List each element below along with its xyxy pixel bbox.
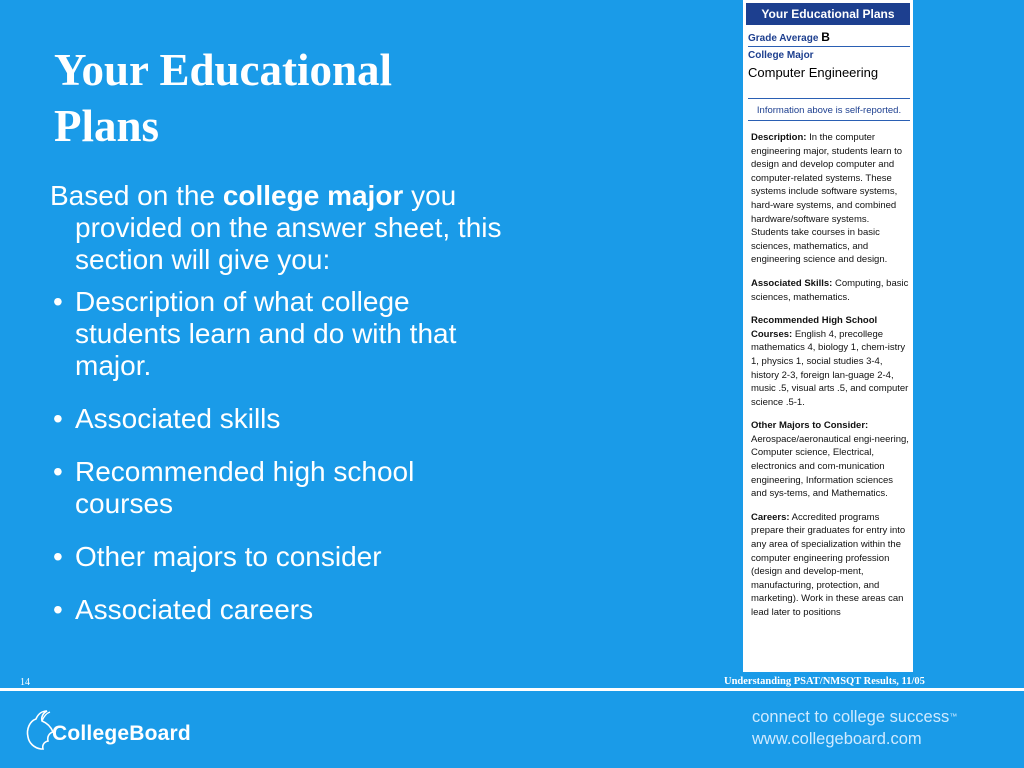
slide-number: 14 [20,677,30,688]
bullet-item-skills: • Associated skills [50,403,520,435]
intro-paragraph [50,180,520,276]
report-section-skills [751,277,909,304]
section-label: Recommended High School Courses: [751,315,878,340]
intro-text-end: you provided on the answer sheet, this section will give you: [75,180,502,275]
report-section-courses [751,314,909,409]
self-report-note: Information above is self-reported. [748,98,910,121]
section-text: Computing, basic sciences, mathematics. [751,277,909,303]
intro-text-start: Based on the [50,180,223,211]
bullet-item-careers: • Associated careers [50,594,520,626]
report-header: Your Educational Plans [746,3,910,25]
footer-divider [0,688,1024,691]
section-text: In the computer engineering major, students learn to design and develop computer and computer-related systems. These systems include software systems, hard-ware systems, and combined hardware/software systems. Students take courses in basic sciences, mathematics, and engineering science and design. [751,132,903,266]
intro-emphasis: college major [222,180,404,211]
bullet-item-description: • Description of what college students learn and do with that major. [50,286,520,382]
section-label: Other Majors to Consider: [751,420,869,432]
section-label: Associated Skills: [751,277,833,289]
grade-average-value: B [821,30,830,44]
section-text: Accredited programs prepare their graduates for entry into any area of specialization within the computer engineering profession (design and develop-ment, manufacturing, protection, and marketing). Work in these areas can lead later to positions [751,511,906,618]
report-excerpt-panel [743,0,913,672]
divider [748,46,910,47]
section-label: Description: [751,132,807,143]
report-section-description [751,131,909,267]
tagline-text: connect to college success [752,708,950,726]
collegeboard-logo-text: CollegeBoard [52,722,191,745]
section-text: Aerospace/aeronautical engi-neering, Computer science, Electrical, electronics and com-munication engineering, Information sciences and sys-tems, and Mathematics. [751,433,909,500]
college-major-label: College Major [748,50,814,61]
tagline-website: www.collegeboard.com [752,730,922,748]
slide-body [50,180,520,647]
grade-average-label: Grade Average [748,33,819,44]
report-section-careers [751,511,909,620]
report-section-other-majors [751,419,909,501]
slide-title: Your Educational Plans [54,45,393,151]
trademark-symbol: ™ [949,712,958,721]
tagline-line-1 [752,706,957,728]
section-text: English 4, precollege mathematics 4, biology 1, chem-istry 1, physics 1, social studies 3-4, history 2-3, foreign lan-guage 2-4, music .5, visual arts .5, and computer science .5-1. [751,328,909,408]
footer-caption: Understanding PSAT/NMSQT Results, 11/05 [724,676,925,687]
grade-average-row [748,30,910,44]
section-label: Careers: [751,511,790,523]
bullet-item-other-majors: • Other majors to consider [50,541,520,573]
footer-tagline [752,706,957,750]
bullet-item-courses: • Recommended high school courses [50,456,520,520]
bullet-list [50,286,520,626]
college-major-value: Computer Engineering [748,65,879,80]
